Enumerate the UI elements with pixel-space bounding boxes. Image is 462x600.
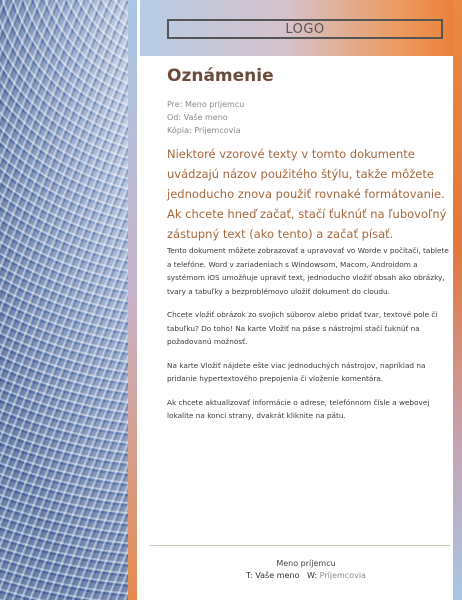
body-text [167,244,449,433]
footer-w-value[interactable]: Príjemcovia [319,571,366,580]
right-gradient-edge [453,0,462,600]
footer-name[interactable]: Meno príjemcu [276,559,336,568]
meta-from-value[interactable]: Vaše meno [183,113,228,122]
document-title[interactable]: Oznámenie [167,66,274,86]
body-paragraph[interactable]: Chcete vložiť obrázok zo svojich súborov alebo pridať tvar, textové pole či tabuľku? Do toho! Na karte Vložiť na páse s nástrojmi stačí ťuknúť na požadovanú možnosť. [167,310,438,346]
footer-divider [150,545,450,546]
intro-paragraph[interactable]: Niektoré vzorové texty v tomto dokumente uvádzajú názov použitého štýlu, takže môžete jednoducho znova použiť rovnaké formátovanie. Ak chcete hneď začať, stačí ťuknúť na ľubovoľný zástupný text (ako tento) a začať písať. [167,147,447,241]
meta-copy-label: Kópia: [167,126,192,135]
footer-t-value[interactable]: Vaše meno [255,571,300,580]
memo-meta [167,98,244,137]
meta-to-row [167,98,244,111]
meta-from-row [167,111,244,124]
decorative-photo [0,0,128,600]
meta-copy-value[interactable]: Príjemcovia [194,126,241,135]
footer [150,558,462,582]
meta-to-value[interactable]: Meno prijemcu [184,100,245,109]
body-paragraph[interactable]: Tento dokument môžete zobrazovať a upravovať vo Worde v počítači, tablete a telefóne. Word v zariadeniach s Windowsom, Macom, Androidom a systémom iOS umožňuje upraviť text, jednoducho vložiť obsah ako obrázky, tvary a tabuľky a bezproblémovo uložiť dokument do cloudu. [167,246,449,296]
meta-to-label: Pre: [167,100,183,109]
footer-w-label: W: [306,571,318,580]
footer-contact [150,570,462,582]
decorative-gradient-strip [128,0,137,600]
meta-copy-row [167,124,244,137]
meta-from-label: Od: [167,113,182,122]
body-paragraph[interactable]: Na karte Vložiť nájdete ešte viac jednoduchých nástrojov, napríklad na pridanie hypertextového prepojenia či vloženie komentára. [167,360,426,383]
body-paragraph[interactable]: Ak chcete aktualizovať informácie o adrese, telefónnom čísle a webovej lokalite na konci strany, dvakrát kliknite na pätu. [167,397,430,420]
footer-t-label: T: [246,571,253,580]
logo-placeholder[interactable]: LOGO [167,19,443,39]
